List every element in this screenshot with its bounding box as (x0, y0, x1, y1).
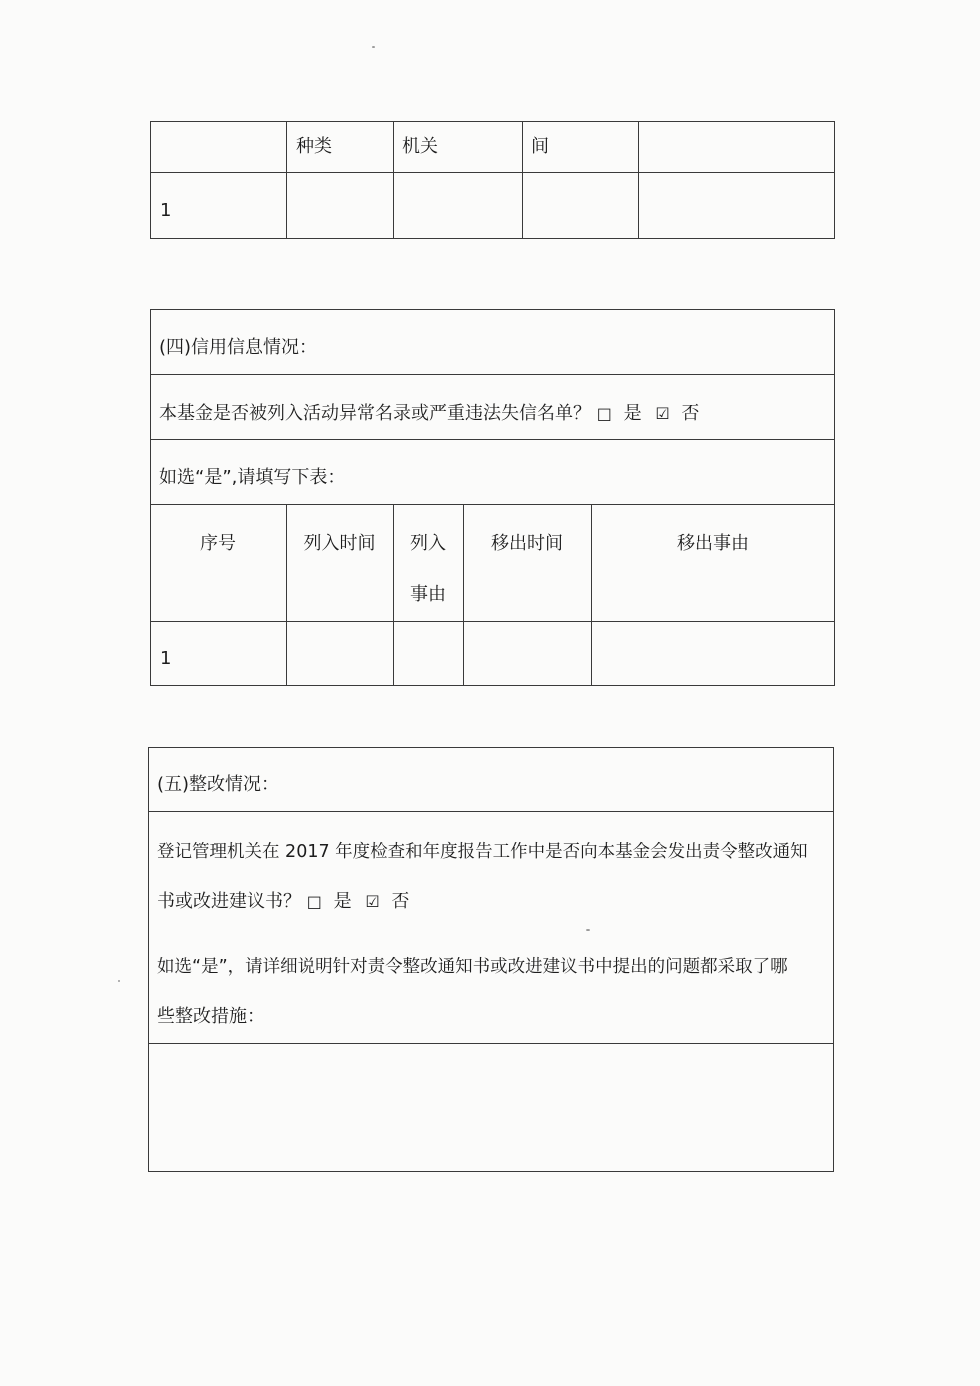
checkbox-yes-icon[interactable]: □ (306, 892, 322, 911)
table-row-index: 1 (160, 648, 172, 669)
col-header-list-time: 列入时间 (303, 533, 376, 554)
option-no-label: 否 (681, 403, 700, 424)
col-header-remove-reason: 移出事由 (677, 533, 749, 554)
rectification-instruction-line1: 如选“是”，请详细说明针对责令整改通知书或改进建议书中提出的问题都采取了哪 (157, 957, 788, 977)
option-yes-label: 是 (623, 403, 642, 424)
row-divider (150, 439, 835, 440)
col-header-remove-time: 移出时间 (491, 533, 563, 554)
scan-speck (118, 980, 120, 982)
table-col-divider (522, 121, 523, 239)
col-divider (286, 504, 287, 686)
section-5-title: (五)整改情况： (157, 774, 280, 795)
checkbox-no-checked-icon[interactable]: ☑ (365, 892, 380, 911)
table-header-authority: 机关 (402, 136, 438, 157)
rectification-answer-area[interactable] (149, 1044, 833, 1171)
scan-speck (372, 46, 375, 48)
col-header-list-reason-1: 列入 (410, 533, 446, 554)
row-divider (150, 504, 835, 505)
checkbox-yes-icon[interactable]: □ (596, 404, 612, 423)
col-divider (591, 504, 592, 686)
row-divider (150, 374, 835, 375)
scan-speck (586, 929, 590, 931)
rectification-question-line2 (157, 891, 409, 913)
col-header-list-reason-2: 事由 (410, 584, 446, 605)
option-no-label: 否 (391, 891, 410, 912)
rectification-question-text: 书或改进建议书？ (157, 891, 301, 912)
credit-question (159, 403, 699, 425)
section-credit-info (150, 309, 835, 686)
credit-question-text: 本基金是否被列入活动异常名录或严重违法失信名单？ (159, 403, 591, 424)
table-col-divider (638, 121, 639, 239)
row-divider (150, 621, 835, 622)
table-header-time: 间 (531, 136, 549, 157)
col-divider (463, 504, 464, 686)
table-header-type: 种类 (296, 136, 332, 157)
option-yes-label: 是 (333, 891, 352, 912)
row-divider (148, 811, 834, 812)
rectification-question-line1: 登记管理机关在 2017 年度检查和年度报告工作中是否向本基金会发出责令整改通知 (157, 842, 808, 862)
section-4-title: (四)信用信息情况： (159, 337, 318, 358)
col-header-index: 序号 (200, 533, 236, 554)
table-row-index: 1 (160, 200, 172, 221)
rectification-instruction-line2: 些整改措施： (157, 1006, 265, 1027)
table-continued (150, 121, 835, 239)
table-row-divider (150, 172, 835, 173)
checkbox-no-checked-icon[interactable]: ☑ (655, 404, 670, 423)
table-col-divider (286, 121, 287, 239)
table-col-divider (393, 121, 394, 239)
section-4-instruction: 如选“是”,请填写下表： (159, 467, 346, 488)
